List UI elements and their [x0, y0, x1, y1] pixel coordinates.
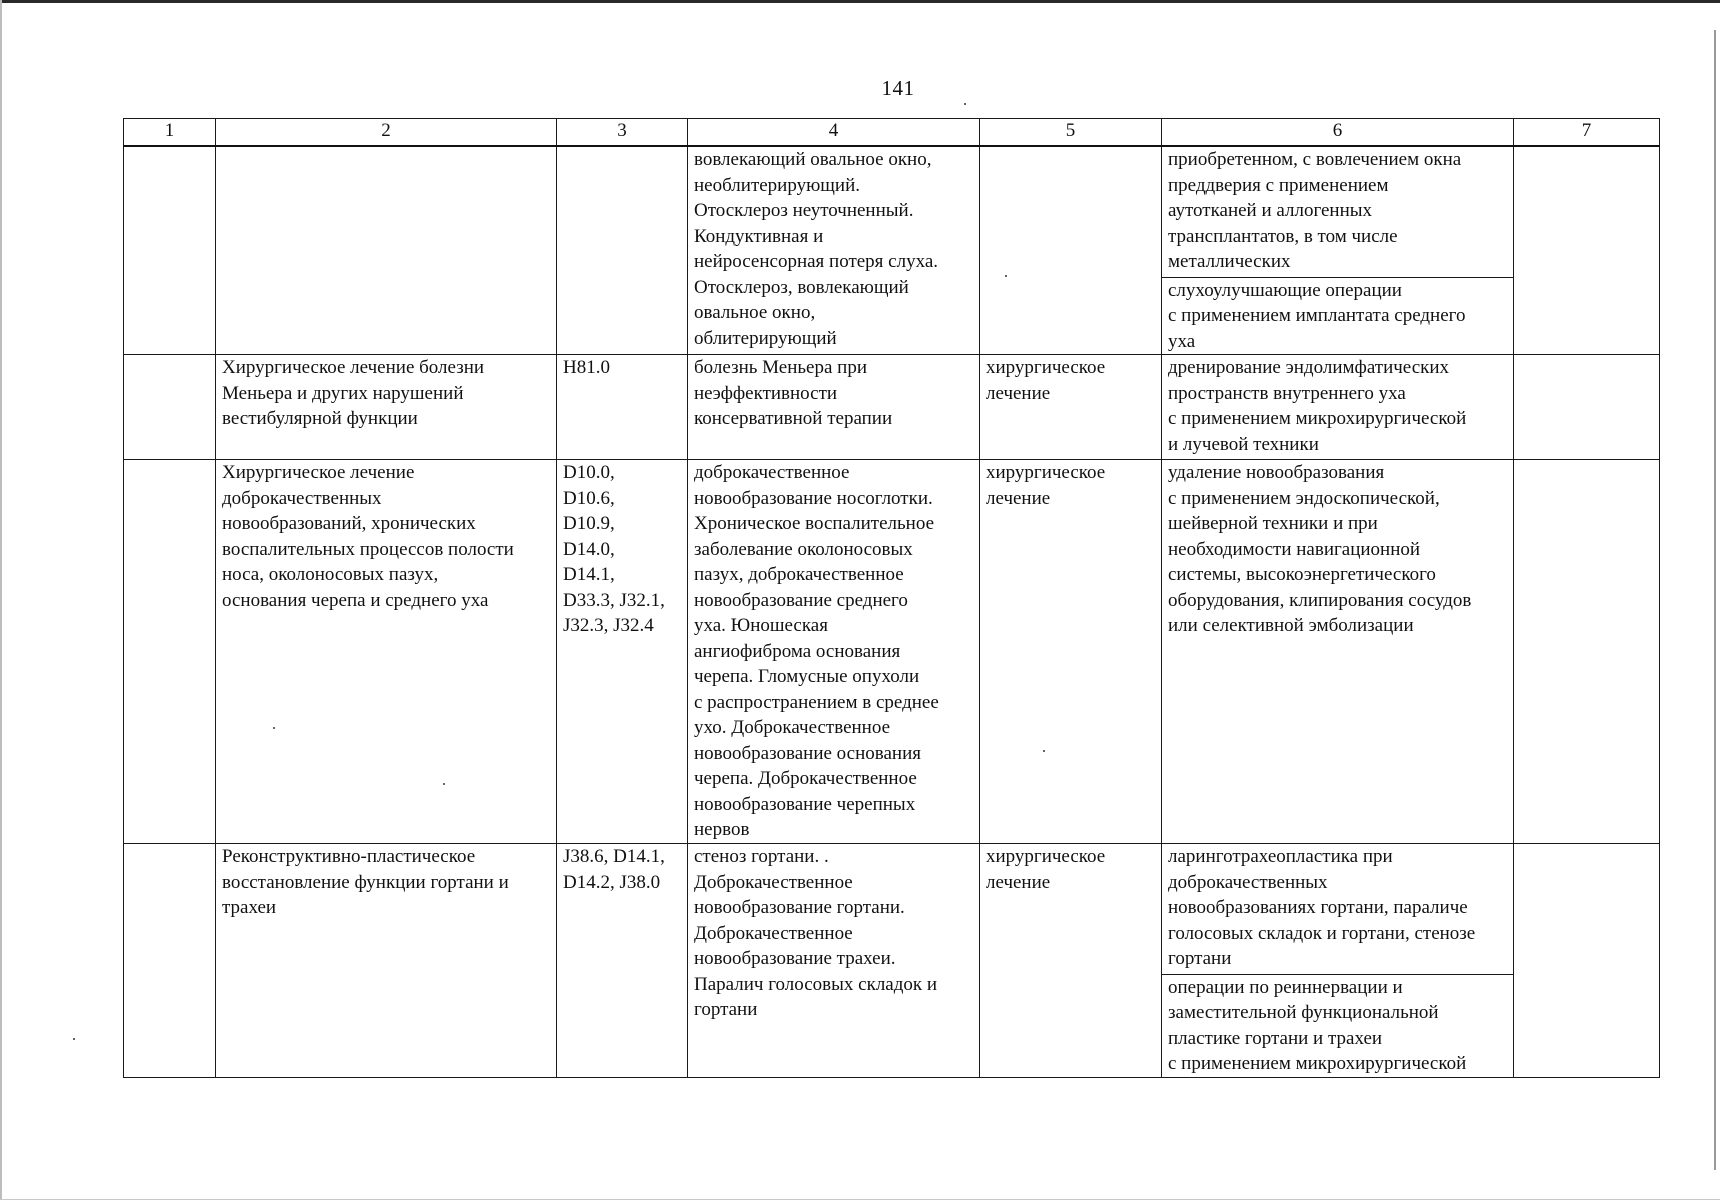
- cell-col7: [1514, 844, 1660, 1078]
- cell-diagnosis: доброкачественное новообразование носоглотки. Хроническое воспалительное заболевание околоносовых пазух, доброкачественное новообразование среднего уха. Юношеская ангиофиброма основания черепа. Гломусные опухоли с распространением в среднее ухо. Доброкачественное новообразование основания черепа. Доброкачественное новообразование черепных нервов: [688, 460, 980, 844]
- page-number: 141: [881, 76, 915, 100]
- cell-treatment-type: хирургическое лечение: [980, 460, 1162, 844]
- cell-diagnosis: вовлекающий овальное окно, необлитерирующий. Отосклероз неуточненный. Кондуктивная и нейросенсорная потеря слуха. Отосклероз, вовлекающий овальное окно, облитерирующий: [688, 146, 980, 355]
- method-text: дренирование эндолимфатических пространств внутреннего уха с применением микрохирургической и лучевой техники: [1168, 357, 1467, 455]
- column-header-6: 6: [1162, 119, 1514, 147]
- column-header-3: 3: [557, 119, 688, 147]
- cell-col1: [124, 146, 216, 355]
- cell-method: [1162, 355, 1514, 460]
- method-text: операции по реиннервации и заместительной функциональной пластике гортани и трахеи с применением микрохирургической: [1162, 974, 1513, 1077]
- table-header-row: [124, 119, 1660, 147]
- table-row: [124, 460, 1660, 844]
- scan-edge-left: [0, 0, 2, 1200]
- cell-col7: [1514, 146, 1660, 355]
- table-row: [124, 355, 1660, 460]
- method-text: слухоулучшающие операции с применением имплантата среднего уха: [1162, 277, 1513, 355]
- scan-edge-right: [1714, 30, 1716, 1170]
- cell-col1: [124, 460, 216, 844]
- cell-col7: [1514, 355, 1660, 460]
- cell-condition-group: Реконструктивно-пластическое восстановление функции гортани и трахеи: [216, 844, 557, 1078]
- cell-col2: [216, 146, 557, 355]
- cell-col1: [124, 844, 216, 1078]
- method-text: приобретенном, с вовлечением окна преддверия с применением аутотканей и аллогенных трансплантатов, в том числе металлических: [1168, 149, 1462, 272]
- table-row: [124, 146, 1660, 355]
- cell-col3: [557, 146, 688, 355]
- cell-treatment-type: хирургическое лечение: [980, 355, 1162, 460]
- cell-col1: [124, 355, 216, 460]
- cell-icd-codes: D10.0, D10.6, D10.9, D14.0, D14.1, D33.3, J32.1, J32.3, J32.4: [557, 460, 688, 844]
- cell-treatment-type: хирургическое лечение: [980, 844, 1162, 1078]
- cell-method: [1162, 460, 1514, 844]
- scan-speck: [964, 103, 966, 105]
- column-header-2: 2: [216, 119, 557, 147]
- column-header-1: 1: [124, 119, 216, 147]
- column-header-4: 4: [688, 119, 980, 147]
- scan-edge-top: [0, 0, 1720, 3]
- cell-diagnosis: стеноз гортани. . Доброкачественное новообразование гортани. Доброкачественное новообразование трахеи. Паралич голосовых складок и гортани: [688, 844, 980, 1078]
- scan-speck: [73, 1038, 75, 1040]
- cell-icd-codes: J38.6, D14.1, D14.2, J38.0: [557, 844, 688, 1078]
- cell-condition-group: Хирургическое лечение болезни Меньера и других нарушений вестибулярной функции: [216, 355, 557, 460]
- table-row: [124, 844, 1660, 1078]
- cell-diagnosis: болезнь Меньера при неэффективности консервативной терапии: [688, 355, 980, 460]
- cell-treatment-type: [980, 146, 1162, 355]
- cell-col7: [1514, 460, 1660, 844]
- cell-condition-group: Хирургическое лечение доброкачественных новообразований, хронических воспалительных процессов полости носа, околоносовых пазух, основания черепа и среднего уха: [216, 460, 557, 844]
- cell-method: [1162, 146, 1514, 355]
- procedures-table: [123, 118, 1660, 1078]
- cell-icd-codes: H81.0: [557, 355, 688, 460]
- column-header-5: 5: [980, 119, 1162, 147]
- cell-method: [1162, 844, 1514, 1078]
- method-text: ларинготрахеопластика при доброкачественных новообразованиях гортани, параличе голосовых складок и гортани, стенозе гортани: [1168, 846, 1476, 969]
- method-text: удаление новообразования с применением эндоскопической, шейверной техники и при необходимости навигационной системы, высокоэнергетического оборудования, клипирования сосудов или селективной эмболизации: [1168, 462, 1472, 636]
- column-header-7: 7: [1514, 119, 1660, 147]
